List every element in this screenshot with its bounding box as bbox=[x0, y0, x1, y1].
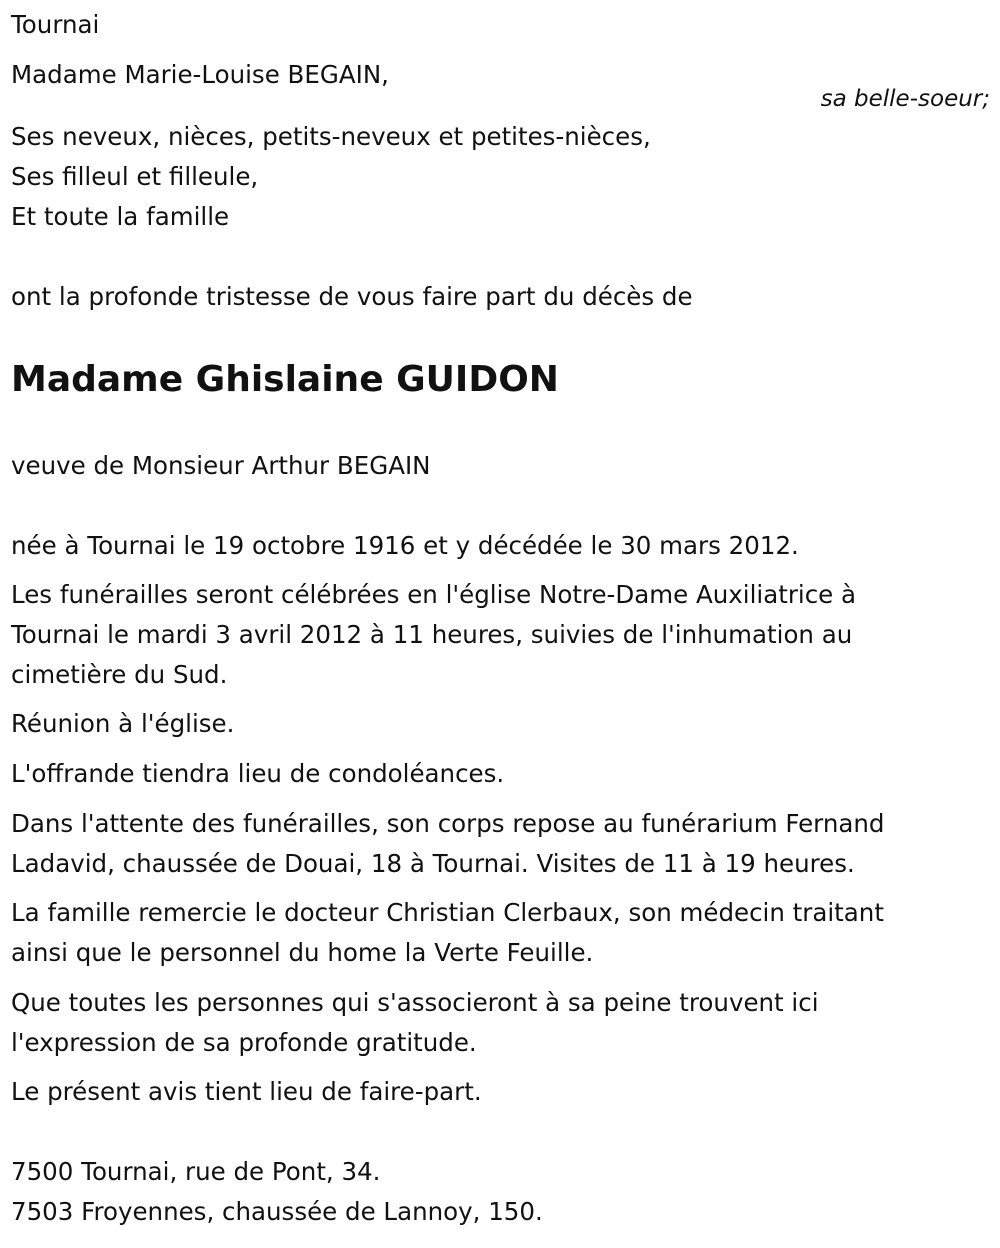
gratitude-line: l'expression de sa profonde gratitude. bbox=[11, 1028, 477, 1057]
address-line: 7500 Tournai, rue de Pont, 34. bbox=[11, 1157, 381, 1186]
offering-text: L'offrande tiendra lieu de condoléances. bbox=[11, 759, 505, 788]
visitation-line: Ladavid, chaussée de Douai, 18 à Tournai. Visites de 11 à 19 heures. bbox=[11, 849, 855, 878]
mourner-line: Et toute la famille bbox=[11, 202, 230, 231]
visitation-line: Dans l'attente des funérailles, son corps repose au funérarium Fernand bbox=[11, 809, 885, 838]
mourner-line: Ses filleul et filleule, bbox=[11, 162, 259, 191]
gratitude-line: Que toutes les personnes qui s'associeront à sa peine trouvent ici bbox=[11, 988, 819, 1017]
thanks-line: La famille remercie le docteur Christian Clerbaux, son médecin traitant bbox=[11, 898, 884, 927]
header-place: Tournai bbox=[11, 10, 100, 39]
address-line: 7503 Froyennes, chaussée de Lannoy, 150. bbox=[11, 1197, 543, 1226]
deceased-dates: née à Tournai le 19 octobre 1916 et y décédée le 30 mars 2012. bbox=[11, 531, 799, 560]
mourner-primary-relation: sa belle-soeur; bbox=[820, 86, 990, 112]
thanks-line: ainsi que le personnel du home la Verte Feuille. bbox=[11, 938, 594, 967]
mourner-primary-name: Madame Marie-Louise BEGAIN, bbox=[11, 60, 389, 89]
meeting-text: Réunion à l'église. bbox=[11, 709, 235, 738]
announcement-text: ont la profonde tristesse de vous faire part du décès de bbox=[11, 282, 693, 311]
funeral-line: Les funérailles seront célébrées en l'église Notre-Dame Auxiliatrice à bbox=[11, 580, 857, 609]
notice-text: Le présent avis tient lieu de faire-part. bbox=[11, 1077, 482, 1106]
funeral-line: cimetière du Sud. bbox=[11, 660, 228, 689]
deceased-name: Madame Ghislaine GUIDON bbox=[11, 359, 559, 400]
mourner-line: Ses neveux, nièces, petits-neveux et petites-nièces, bbox=[11, 122, 651, 151]
deceased-spouse: veuve de Monsieur Arthur BEGAIN bbox=[11, 451, 431, 480]
funeral-line: Tournai le mardi 3 avril 2012 à 11 heures, suivies de l'inhumation au bbox=[11, 620, 853, 649]
